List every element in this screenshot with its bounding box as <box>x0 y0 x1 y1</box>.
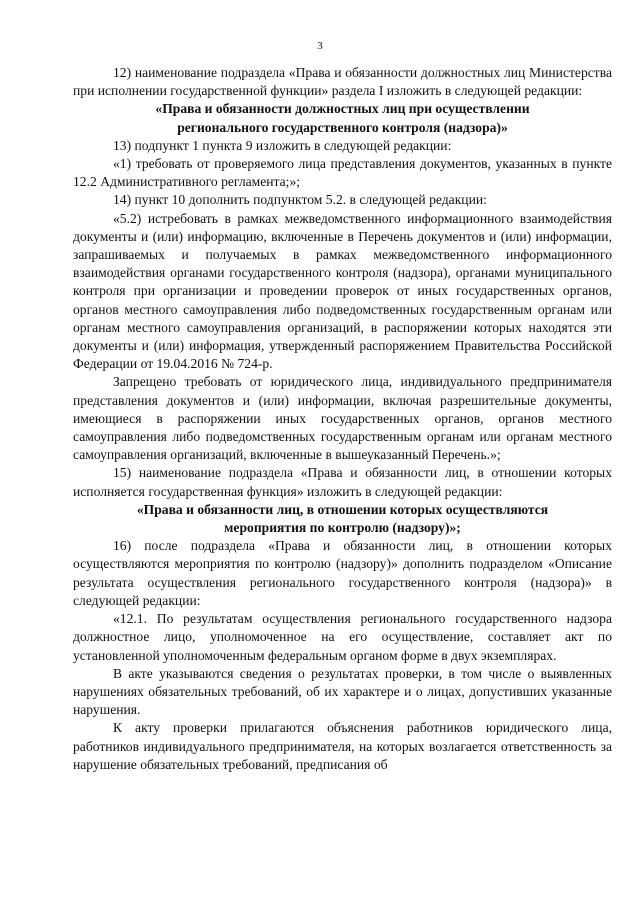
section-heading-officials-rights <box>73 100 612 136</box>
heading-line: регионального государственного контроля (надзора)» <box>177 119 508 135</box>
document-body <box>73 64 612 774</box>
heading-line: «Права и обязанности лиц, в отношении которых осуществляются <box>136 501 549 517</box>
page-number: 3 <box>317 40 323 52</box>
heading-line: мероприятия по контролю (надзору)»; <box>224 520 461 536</box>
paragraph-item-14: 14) пункт 10 дополнить подпунктом 5.2. в следующей редакции: <box>113 192 487 208</box>
paragraph-item-15: 15) наименование подраздела «Права и обязанности лиц, в отношении которых исполняется государственная функция» изложить в следующей редакции: <box>73 465 612 499</box>
paragraph-act-contents: В акте указываются сведения о результатах проверки, в том числе о выявленных нарушениях обязательных требований, об их характере и о лицах, допустивших указанные нарушения. <box>73 665 612 718</box>
paragraph-prohibition: Запрещено требовать от юридического лица, индивидуального предпринимателя представления документов и (или) информации, включая разрешительные документы, имеющиеся в распоряжении иных государственных органов, органов местного самоуправления либо подведомственных государственным органам или органам местного самоуправления организаций, включенные в вышеуказанный Перечень.»; <box>73 374 612 463</box>
paragraph-subitem-1: «1) требовать от проверяемого лица представления документов, указанных в пункте 12.2 Административного регламента;»; <box>73 156 612 190</box>
paragraph-item-12: 12) наименование подраздела «Права и обязанности должностных лиц Министерства при исполнении государственной функции» раздела I изложить в следующей редакции: <box>73 65 612 99</box>
paragraph-item-16: 16) после подраздела «Права и обязанности лиц, в отношении которых осуществляются мероприятия по контролю (надзору)» дополнить подразделом «Описание результата осуществления регионального государственного контроля (надзора)» в следующей редакции: <box>73 538 612 608</box>
paragraph-item-13: 13) подпункт 1 пункта 9 изложить в следующей редакции: <box>113 137 452 153</box>
paragraph-subitem-5-2: «5.2) истребовать в рамках межведомственного информационного взаимодействия документы и (или) информацию, включенные в Перечень документов и (или) информации, запрашиваемых и получаемых в рамках межведомственного информационного взаимодействия органами государственного контроля (надзора), органами муниципального контроля при организации и проведении проверок от иных государственных органов, органов местного самоуправления либо подведомственных государственным органам или органам местного самоуправления организаций, в распоряжении которых находятся эти документы и (или) информация, утвержденный распоряжением Правительства Российской Федерации от 19.04.2016 № 724-р. <box>73 210 612 372</box>
heading-line: «Права и обязанности должностных лиц при осуществлении <box>155 101 530 117</box>
paragraph-item-12-1: «12.1. По результатам осуществления регионального государственного надзора должностное лицо, уполномоченное на его осуществление, составляет акт по установленной уполномоченным федеральным органом форме в двух экземплярах. <box>73 611 612 663</box>
paragraph-act-attachments: К акту проверки прилагаются объяснения работников юридического лица, работников индивидуального предпринимателя, на которых возлагается ответственность за нарушение обязательных требований, предписания об <box>73 720 612 772</box>
section-heading-persons-rights <box>73 501 612 537</box>
